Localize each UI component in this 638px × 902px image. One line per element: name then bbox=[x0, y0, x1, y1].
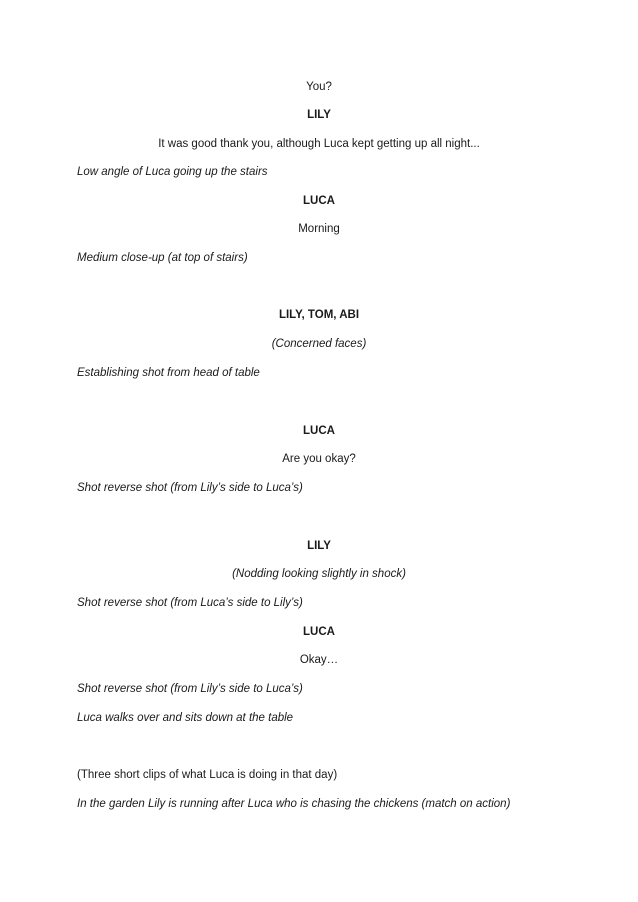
dialogue-line: Morning bbox=[298, 223, 340, 235]
scene-note: (Three short clips of what Luca is doing in that day) bbox=[77, 769, 338, 781]
dialogue-line: Okay… bbox=[299, 654, 339, 666]
character-name: LUCA bbox=[303, 425, 335, 437]
character-name: LILY bbox=[307, 109, 331, 121]
shot-direction: Shot reverse shot (from Lily’s side to Luca’s) bbox=[77, 482, 303, 494]
shot-direction: Low angle of Luca going up the stairs bbox=[77, 166, 268, 178]
shot-direction: Luca walks over and sits down at the table bbox=[77, 712, 294, 724]
shot-direction: In the garden Lily is running after Luca who is chasing the chickens (match on action) bbox=[77, 798, 511, 810]
parenthetical: (Concerned faces) bbox=[271, 338, 367, 350]
dialogue-line: Are you okay? bbox=[282, 453, 356, 465]
parenthetical: (Nodding looking slightly in shock) bbox=[232, 568, 406, 580]
character-name: LILY bbox=[307, 540, 331, 552]
shot-direction: Shot reverse shot (from Lily’s side to Luca’s) bbox=[77, 683, 303, 695]
dialogue-line: You? bbox=[306, 81, 332, 93]
character-name: LUCA bbox=[303, 195, 335, 207]
shot-direction: Shot reverse shot (from Luca’s side to Lily’s) bbox=[77, 597, 303, 609]
shot-direction: Medium close-up (at top of stairs) bbox=[77, 252, 248, 264]
dialogue-line: It was good thank you, although Luca kept getting up all night... bbox=[158, 138, 480, 150]
character-name: LILY, TOM, ABI bbox=[278, 309, 360, 321]
character-name: LUCA bbox=[303, 626, 335, 638]
shot-direction: Establishing shot from head of table bbox=[77, 367, 260, 379]
